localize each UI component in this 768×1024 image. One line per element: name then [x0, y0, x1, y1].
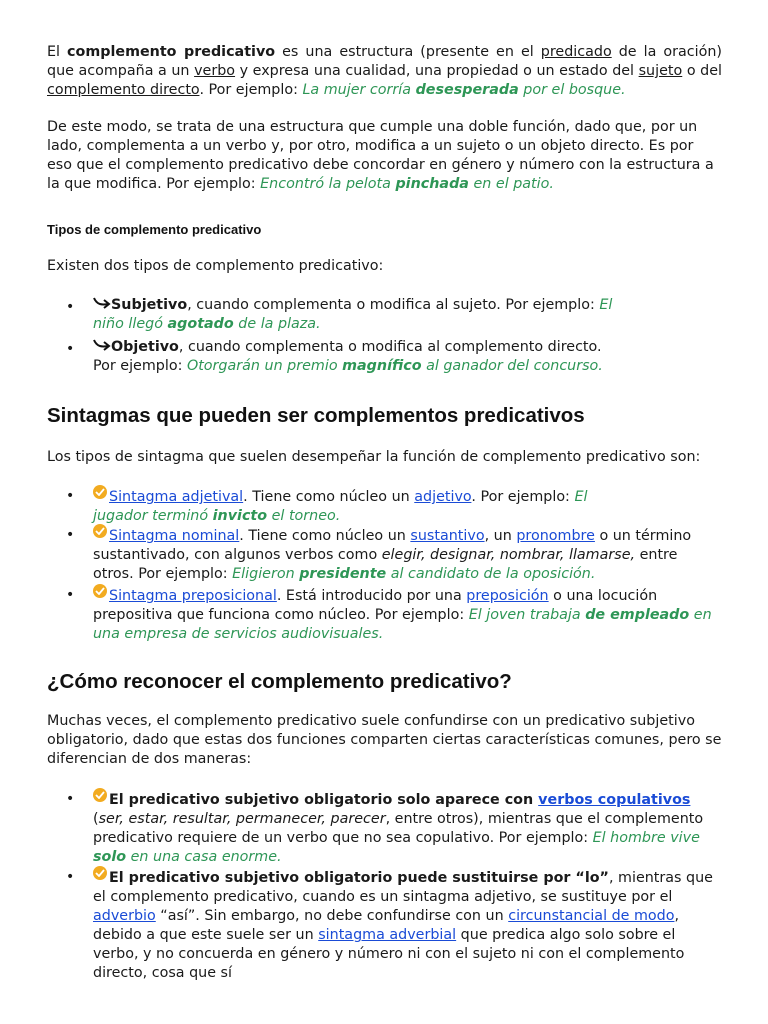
text: , cuando complementa o modifica al sujeto. Por ejemplo:	[187, 297, 600, 313]
text: “así”. Sin embargo, no debe confundirse con un	[155, 908, 509, 924]
example-highlight: presidente	[299, 566, 387, 582]
text: o del	[682, 63, 722, 79]
text: (	[93, 811, 99, 827]
list-item-objetivo	[93, 338, 618, 376]
text: es una estructura (presente en el	[275, 44, 541, 60]
list-item-sustituir-lo	[93, 866, 723, 983]
reconocer-intro: Muchas veces, el complemento predicativo suele confundirse con un predicativo subjetivo obligatorio, dado que estas dos funciones comparten ciertas características comunes, pero se diferencian de dos maneras:	[47, 713, 722, 767]
link-sintagma-nominal[interactable]: Sintagma nominal	[109, 528, 240, 544]
list-item-sintagma-adjetival	[93, 485, 633, 526]
text: . Tiene como núcleo un	[239, 528, 411, 544]
check-badge-icon	[93, 485, 107, 499]
italic-verbs: elegir, designar, nombrar, llamarse,	[381, 547, 636, 563]
example-text: al ganador del concurso.	[421, 358, 603, 374]
bullet-dot: •	[66, 488, 75, 504]
list-item-verbos-copulativos	[93, 788, 723, 867]
text: o una locución prepositiva que funciona como núcleo. Por ejemplo:	[93, 588, 658, 623]
link-preposicion[interactable]: preposición	[466, 588, 549, 604]
section-heading-tipos: Tipos de complemento predicativo	[47, 222, 262, 237]
bullet-dot: •	[66, 299, 75, 315]
text: . Por ejemplo:	[199, 82, 303, 98]
example-text: El niño llegó	[93, 297, 613, 332]
text: que predica algo solo sobre el verbo, y no concuerda en género y número ni con el sujeto ni con el complemento directo, cosa que sí	[93, 927, 685, 981]
type-label: Subjetivo	[111, 297, 188, 313]
example-text: en el patio.	[468, 176, 554, 192]
text: , un	[484, 528, 517, 544]
example-highlight: desesperada	[415, 82, 519, 98]
bullet-dot: •	[66, 791, 75, 807]
bullet-dot: •	[66, 341, 75, 357]
hook-arrow-icon	[93, 296, 111, 310]
link-circunstancial-de-modo[interactable]: circunstancial de modo	[508, 908, 675, 924]
example-text: El hombre vive	[592, 830, 700, 846]
link-adverbio[interactable]: adverbio	[93, 908, 156, 924]
list-item-subjetivo	[93, 296, 633, 334]
text: . Por ejemplo:	[471, 489, 575, 505]
intro-paragraph-1	[47, 43, 722, 100]
sintagmas-intro: Los tipos de sintagma que suelen desempeñar la función de complemento predicativo son:	[47, 449, 701, 465]
example-highlight: de empleado	[585, 607, 690, 623]
section-heading-sintagmas: Sintagmas que pueden ser complementos predicativos	[47, 404, 585, 427]
text: , debido a que este suele ser un	[93, 908, 680, 943]
link-pronombre[interactable]: pronombre	[516, 528, 595, 544]
example-text: El jugador terminó	[93, 489, 588, 524]
bold-rule: El predicativo subjetivo obligatorio solo aparece con	[109, 792, 539, 808]
text: , entre otros), mientras que el complemento predicativo requiere de un verbo que no sea copulativo. Por ejemplo:	[93, 811, 704, 846]
example-highlight: solo	[93, 849, 127, 865]
text: . Tiene como núcleo un	[243, 489, 415, 505]
check-badge-icon	[93, 866, 107, 880]
term-bold: complemento predicativo	[67, 44, 276, 60]
text: o un término sustantivado, con algunos verbos como	[93, 528, 692, 563]
check-badge-icon	[93, 584, 107, 598]
link-adjetivo[interactable]: adjetivo	[414, 489, 472, 505]
term-predicado: predicado	[540, 44, 612, 60]
intro-paragraph-2	[47, 118, 722, 194]
term-sujeto: sujeto	[638, 63, 683, 79]
link-verbos-copulativos[interactable]: verbos copulativos	[538, 792, 691, 808]
example-text: Eligieron	[232, 566, 300, 582]
example-text: La mujer corría	[302, 82, 416, 98]
tipos-intro: Existen dos tipos de complemento predicativo:	[47, 258, 384, 274]
example-highlight: magnífico	[342, 358, 422, 374]
section-heading-reconocer: ¿Cómo reconocer el complemento predicativo?	[47, 670, 512, 693]
type-label: Objetivo	[111, 339, 179, 355]
link-sustantivo[interactable]: sustantivo	[410, 528, 485, 544]
term-complemento-directo: complemento directo	[47, 82, 200, 98]
text: y expresa una cualidad, una propiedad o un estado del	[235, 63, 639, 79]
bullet-dot: •	[66, 527, 75, 543]
bullet-dot: •	[66, 869, 75, 885]
text: , mientras que el complemento predicativo, cuando es un sintagma adjetivo, se sustituye por el	[93, 870, 713, 905]
text: , cuando complementa o modifica al complemento directo. Por ejemplo:	[93, 339, 602, 374]
link-sintagma-adjetival[interactable]: Sintagma adjetival	[109, 489, 244, 505]
example-text: en una empresa de servicios audiovisuales.	[93, 607, 712, 642]
example-text: en una casa enorme.	[126, 849, 282, 865]
list-item-sintagma-preposicional	[93, 584, 715, 644]
link-sintagma-preposicional[interactable]: Sintagma preposicional	[109, 588, 277, 604]
example-text: de la plaza.	[233, 316, 321, 332]
example-text: al candidato de la oposición.	[386, 566, 596, 582]
bullet-dot: •	[66, 587, 75, 603]
text: De este modo, se trata de una estructura que cumple una doble función, dado que, por un lado, complementa a un verbo y, por otro, modifica a un sujeto o un objeto directo. Es por eso que el complemento predicativo debe concordar en género y número con la estructura a la que modifica. Por ejemplo:	[47, 119, 714, 192]
text: de la oración) que acompaña a un	[47, 44, 723, 79]
text: entre otros. Por ejemplo:	[93, 547, 678, 582]
example-highlight: agotado	[167, 316, 234, 332]
example-text: Otorgarán un premio	[186, 358, 343, 374]
text: . Está introducido por una	[276, 588, 467, 604]
list-item-sintagma-nominal	[93, 524, 715, 584]
hook-arrow-icon	[93, 338, 111, 352]
text: El	[47, 44, 68, 60]
check-badge-icon	[93, 524, 107, 538]
example-text: por el bosque.	[518, 82, 626, 98]
term-verbo: verbo	[194, 63, 236, 79]
example-text: Encontró la pelota	[260, 176, 396, 192]
example-text: el torneo.	[267, 508, 341, 524]
bold-rule: El predicativo subjetivo obligatorio puede sustituirse por “lo”	[109, 870, 609, 886]
link-sintagma-adverbial[interactable]: sintagma adverbial	[318, 927, 457, 943]
check-badge-icon	[93, 788, 107, 802]
italic-verbs: ser, estar, resultar, permanecer, parecer	[98, 811, 386, 827]
example-highlight: invicto	[212, 508, 268, 524]
example-text: El joven trabaja	[468, 607, 586, 623]
example-highlight: pinchada	[395, 176, 469, 192]
